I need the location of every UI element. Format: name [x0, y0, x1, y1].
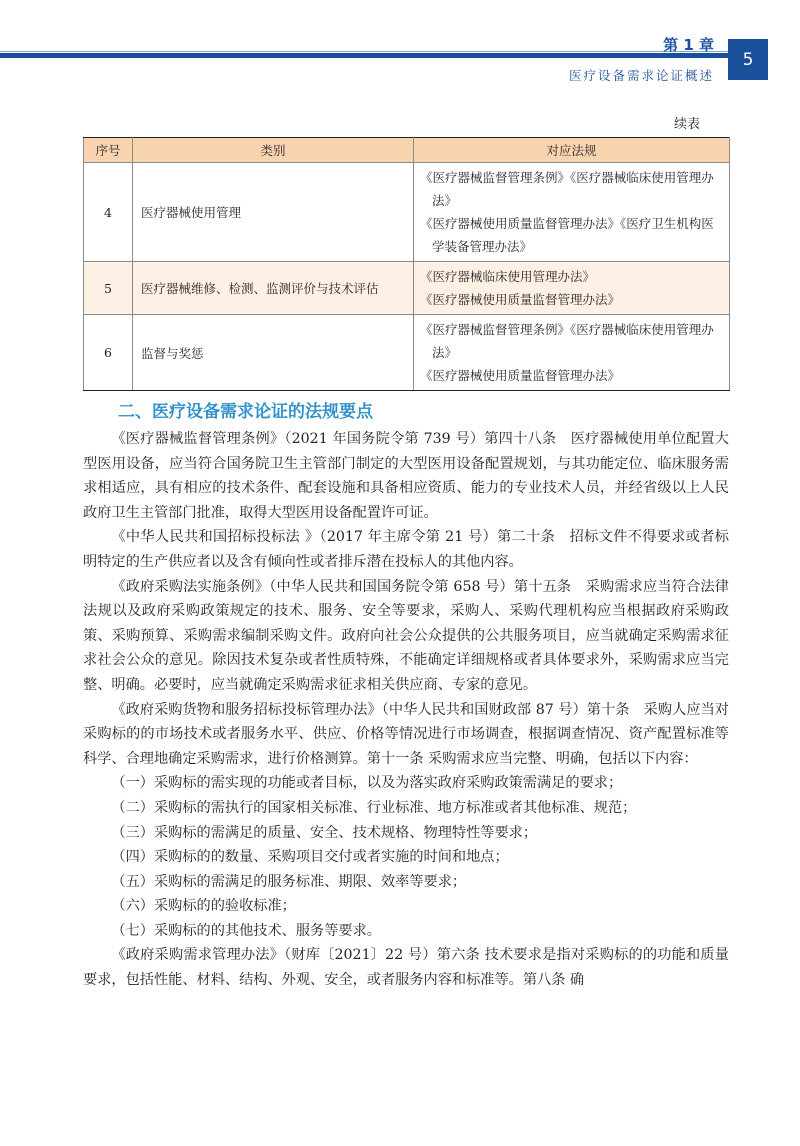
page-number: 5: [728, 39, 768, 80]
list-item: （四）采购标的的数量、采购项目交付或者实施的时间和地点；: [111, 849, 509, 866]
table-row: [84, 262, 730, 315]
row-number: 5: [84, 262, 133, 315]
regulation-table: [83, 137, 730, 391]
law-entry: 《医疗器械监督管理条例》《医疗器械临床使用管理办法》: [420, 170, 714, 208]
row-laws: [414, 262, 730, 315]
law-entry: 《医疗器械使用质量监督管理办法》《医疗卫生机构医学装备管理办法》: [420, 216, 714, 254]
list-item: （六）采购标的的验收标准；: [111, 898, 296, 915]
law-entry: 《医疗器械监督管理条例》《医疗器械临床使用管理办法》: [420, 322, 714, 360]
law-entry: 《医疗器械使用质量监督管理办法》: [420, 292, 621, 307]
table-row: [84, 315, 730, 391]
paragraph: 《中华人民共和国招标投标法 》（2017 年主席令第 21 号）第二十条 招标文件不得要求或者标明特定的生产供应者以及含有倾向性或者排斥潜在投标人的其他内容。: [83, 529, 729, 570]
paragraph: 《政府采购货物和服务招标投标管理办法》（中华人民共和国财政部 87 号）第十条 采购人应当对采购标的的市场技术或者服务水平、供应、价格等情况进行市场调查，根据调查情况、资产配置标准等科学、合理地确定采购需求，进行价格测算。第十一条 采购需求应当完整、明确，包括以下内容：: [83, 701, 729, 767]
list-item: （五）采购标的需满足的服务标准、期限、效率等要求；: [111, 873, 467, 890]
column-header: 类别: [133, 138, 414, 163]
table-header-row: [84, 138, 730, 163]
row-number: 4: [84, 163, 133, 262]
list-item: （二）采购标的需执行的国家相关标准、行业标准、地方标准或者其他标准、规范；: [111, 799, 637, 816]
law-entry: 《医疗器械使用质量监督管理办法》: [420, 368, 621, 383]
chapter-subtitle: 医疗设备需求论证概述: [568, 68, 714, 83]
section-heading: 二、医疗设备需求论证的法规要点: [118, 402, 373, 422]
paragraph: 《政府采购需求管理办法》（财库〔2021〕22 号）第六条 技术要求是指对采购标的的功能和质量要求，包括性能、材料、结构、外观、安全，或者服务内容和标准等。第八条 确: [83, 947, 729, 989]
header-rule-thin: [0, 51, 728, 52]
paragraph: 《医疗器械监督管理条例》（2021 年国务院令第 739 号）第四十八条 医疗器械使用单位配置大型医用设备，应当符合国务院卫生主管部门制定的大型医用设备配置规划，与其功能定位、临床服务需求相适应，具有相应的技术条件、配套设施和具备相应资质、能力的专业技术人员，并经省级以上人民政府卫生主管部门批准，取得大型医用设备配置许可证。: [83, 431, 729, 521]
header-rule: [0, 53, 728, 58]
column-header: 序号: [84, 138, 133, 163]
paragraph: 《政府采购法实施条例》（中华人民共和国国务院令第 658 号）第十五条 采购需求应当符合法律法规以及政府采购政策规定的技术、服务、安全等要求，采购人、采购代理机构应当根据政府采购政策、采购预算、采购需求编制采购文件。政府向社会公众提供的公共服务项目，应当就确定采购需求征求社会公众的意见。除因技术复杂或者性质特殊，不能确定详细规格或者具体要求外，采购需求应当完整、明确。必要时，应当就确定采购需求征求相关供应商、专家的意见。: [83, 578, 729, 693]
row-number: 6: [84, 315, 133, 391]
row-category: 医疗器械维修、检测、监测评价与技术评估: [133, 262, 414, 315]
list-item: （七）采购标的的其他技术、服务等要求。: [111, 922, 381, 939]
table-caption: 续表: [673, 117, 700, 132]
body-text: [83, 427, 729, 993]
law-entry: 《医疗器械临床使用管理办法》: [420, 269, 596, 284]
list-item: （三）采购标的需满足的质量、安全、技术规格、物理特性等要求；: [111, 824, 538, 841]
row-category: 监督与奖惩: [133, 315, 414, 391]
table-row: [84, 163, 730, 262]
row-laws: [414, 315, 730, 391]
row-category: 医疗器械使用管理: [133, 163, 414, 262]
list-item: （一）采购标的需实现的功能或者目标，以及为落实政府采购政策需满足的要求；: [111, 775, 623, 792]
row-laws: [414, 163, 730, 262]
column-header: 对应法规: [414, 138, 730, 163]
chapter-label: 第 1 章: [663, 36, 714, 54]
